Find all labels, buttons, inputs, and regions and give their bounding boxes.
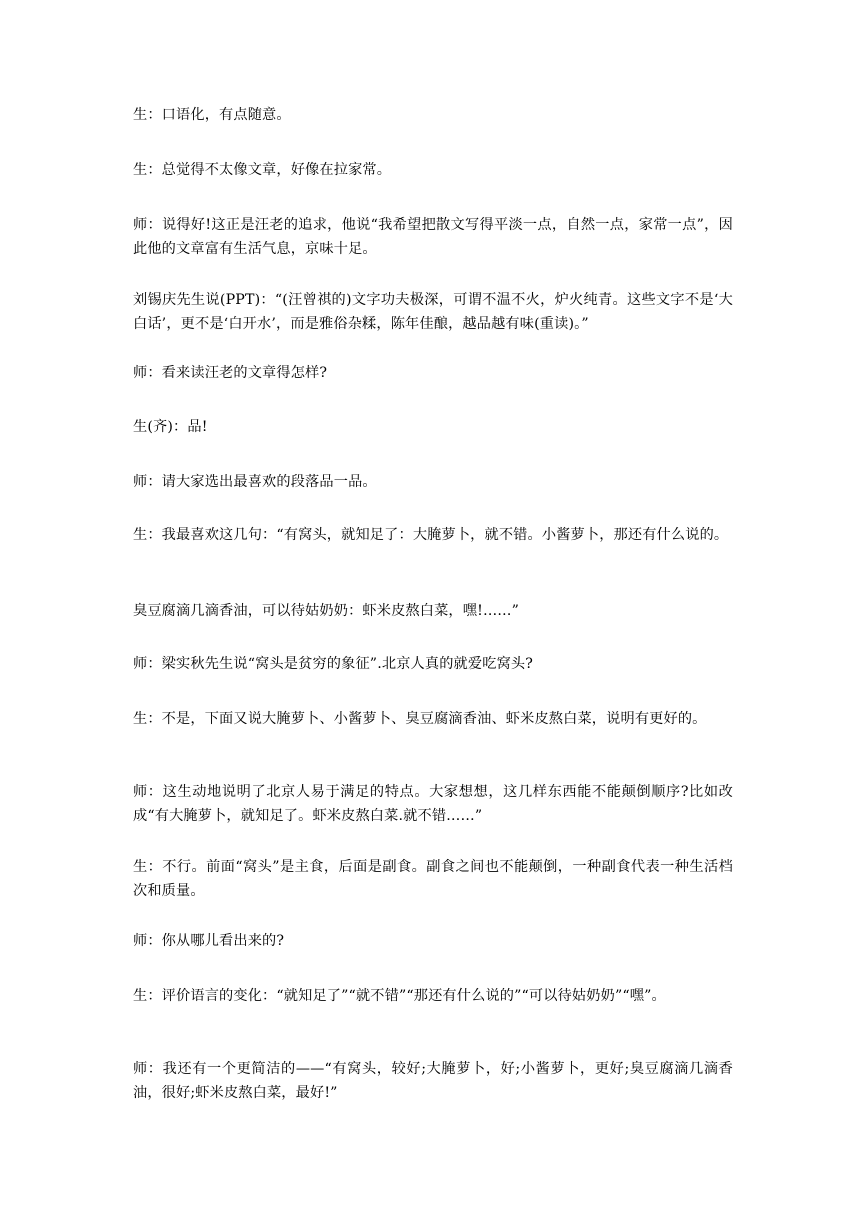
paragraph-12: 师：这生动地说明了北京人易于满足的特点。大家想想，这几样东西能不能颠倒顺序?比如改成“有大腌萝卜，就知足了。虾米皮熬白菜.就不错……” (133, 784, 733, 824)
paragraph-6: 生(齐)：品! (133, 419, 208, 435)
paragraph-11: 生：不是，下面又说大腌萝卜、小酱萝卜、臭豆腐滴香油、虾米皮熬白菜，说明有更好的。 (133, 711, 707, 727)
paragraph-13: 生：不行。前面“窝头”是主食，后面是副食。副食之间也不能颠倒，一种副食代表一种生活档次和质量。 (133, 859, 733, 899)
paragraph-1: 生：口语化，有点随意。 (133, 107, 291, 123)
paragraph-15: 生：评价语言的变化：“就知足了”“就不错”“那还有什么说的”“可以待姑奶奶”“嘿”。 (133, 988, 666, 1004)
paragraph-3: 师：说得好!这正是汪老的追求，他说“我希望把散文写得平淡一点，自然一点，家常一点”，因此他的文章富有生活气息，京味十足。 (133, 217, 733, 257)
paragraph-8: 生：我最喜欢这几句：“有窝头，就知足了：大腌萝卜，就不错。小酱萝卜，那还有什么说的。 (133, 527, 729, 543)
paragraph-10: 师：梁实秋先生说“窝头是贫穷的象征”.北京人真的就爱吃窝头? (133, 656, 533, 672)
paragraph-4: 刘锡庆先生说(PPT)：“(汪曾祺的)文字功夫极深，可谓不温不火，炉火纯青。这些文字不是‘大白话’，更不是‘白开水’，而是雅俗杂糅，陈年佳酿，越品越有味(重读)。” (133, 292, 733, 332)
paragraph-5: 师：看来读汪老的文章得怎样? (133, 365, 328, 381)
paragraph-7: 师：请大家选出最喜欢的段落品一品。 (133, 474, 377, 490)
paragraph-2: 生：总觉得不太像文章，好像在拉家常。 (133, 162, 392, 178)
paragraph-16: 师：我还有一个更简洁的——“有窝头，较好;大腌萝卜，好;小酱萝卜，更好;臭豆腐滴几滴香油，很好;虾米皮熬白菜，最好!” (133, 1061, 733, 1101)
paragraph-9: 臭豆腐滴几滴香油，可以待姑奶奶：虾米皮熬白菜，嘿!……” (133, 603, 520, 619)
paragraph-14: 师：你从哪儿看出来的? (133, 933, 285, 949)
